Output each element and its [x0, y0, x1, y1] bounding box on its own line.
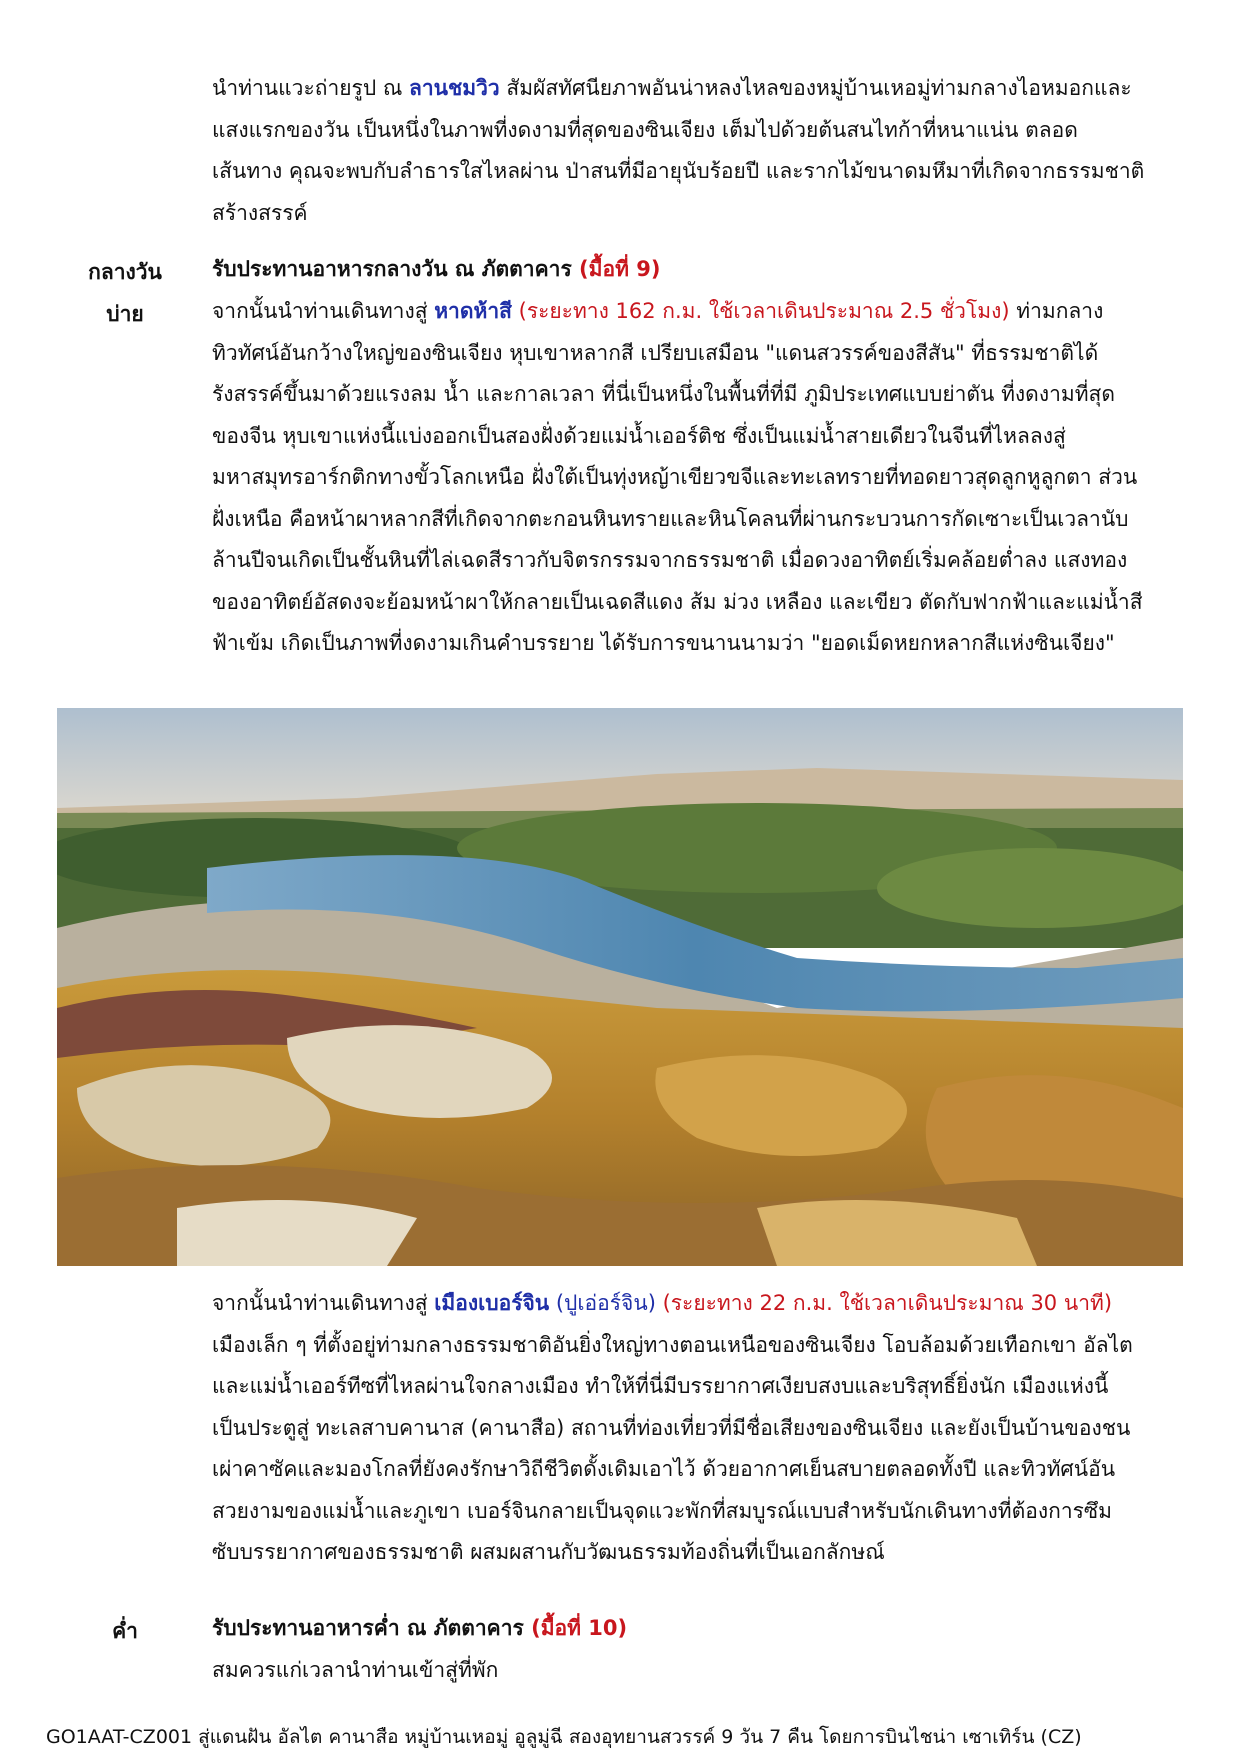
- burqin-line-1: [212, 1283, 1172, 1325]
- burqin-line: และแม่น้ำเออร์ทีซที่ไหลผ่านใจกลางเมือง ทำให้ที่นี่มีบรรยากาศเงียบสงบและบริสุทธิ์ยิ่งนัก เมืองแห่งนี้: [212, 1374, 1109, 1398]
- lunch-label: กลางวัน: [88, 260, 162, 284]
- dinner-label: ค่ำ: [112, 1619, 138, 1643]
- intro-line-1-rest: สัมผัสทัศนียภาพอันน่าหลงไหลของหมู่บ้านเหอมู่ท่ามกลางไอหมอกและ: [499, 76, 1132, 100]
- burqin-line: เมืองเล็ก ๆ ที่ตั้งอยู่ท่ามกลางธรรมชาติอันยิ่งใหญ่ทางตอนเหนือของซินเจียง โอบล้อมด้วยเทือกเขา อัลไต: [212, 1332, 1133, 1357]
- afternoon-line: ของอาทิตย์อัสดงจะย้อมหน้าผาให้กลายเป็นเฉดสีแดง ส้ม ม่วง เหลือง และเขียว ตัดกับฟากฟ้าและแม่น้ำสี: [212, 589, 1143, 614]
- afternoon-line: ของจีน หุบเขาแห่งนี้แบ่งออกเป็นสองฝั่งด้วยแม่น้ำเออร์ติช ซึ่งเป็นแม่น้ำสายเดียวในจีนที่ไหลลงสู่: [212, 423, 1066, 448]
- burqin-line: ซับบรรยากาศของธรรมชาติ ผสมผสานกับวัฒนธรรมท้องถิ่นที่เป็นเอกลักษณ์: [212, 1540, 885, 1564]
- page-footer: GO1AAT-CZ001 สู่แดนฝัน อัลไต คานาสือ หมู่บ้านเหอมู่ อูลูมู่ฉี สองอุทยานสวรรค์ 9 วัน 7 คืน โดยการบินไชน่า เซาเทิร์น (CZ): [46, 1726, 1082, 1748]
- intro-paragraph: [212, 68, 1172, 234]
- lunch-meal-number: (มื้อที่ 9): [579, 257, 661, 281]
- intro-line-2: แสงแรกของวัน เป็นหนึ่งในภาพที่งดงามที่สุดของซินเจียง เต็มไปด้วยต้นสนไทก้าที่หนาแน่น ตลอด: [212, 117, 1078, 142]
- intro-line-1: [212, 68, 1172, 110]
- burqin-line: สวยงามของแม่น้ำและภูเขา เบอร์จินกลายเป็นจุดแวะพักที่สมบูรณ์แบบสำหรับนักเดินทางที่ต้องการซึม: [212, 1498, 1112, 1523]
- afternoon-label: บ่าย: [106, 302, 144, 326]
- afternoon-line: ทิวทัศน์อันกว้างใหญ่ของซินเจียง หุบเขาหลากสี เปรียบเสมือน "แดนสวรรค์ของสีสัน" ที่ธรรมชาติได้: [212, 340, 1099, 365]
- afternoon-prefix: จากนั้นนำท่านเดินทางสู่: [212, 299, 435, 323]
- afternoon-line: ฟ้าเข้ม เกิดเป็นภาพที่งดงามเกินคำบรรยาย ได้รับการขนานนามว่า "ยอดเม็ดหยกหลากสีแห่งซินเจียง": [212, 631, 1115, 655]
- burqin-paragraph: [212, 1283, 1172, 1574]
- burqin-line: เผ่าคาซัคและมองโกลที่ยังคงรักษาวิถีชีวิตดั้งเดิมเอาไว้ ด้วยอากาศเย็นสบายตลอดทั้งปี และทิวทัศน์อัน: [212, 1457, 1116, 1481]
- afternoon-line-1: [212, 291, 1172, 333]
- afternoon-line: มหาสมุทรอาร์กติกทางขั้วโลกเหนือ ฝั่งใต้เป็นทุ่งหญ้าเขียวขจีและทะเลทรายที่ทอดยาวสุดลูกหูลูกตา ส่วน: [212, 465, 1138, 489]
- burqin-line: เป็นประตูสู่ ทะเลสาบคานาส (คานาสือ) สถานที่ท่องเที่ยวที่มีชื่อเสียงของซินเจียง และยังเป็นบ้านของชน: [212, 1415, 1131, 1440]
- afternoon-line: รังสรรค์ขึ้นมาด้วยแรงลม น้ำ และกาลเวลา ที่นี่เป็นหนึ่งในพื้นที่ที่มี ภูมิประเทศแบบย่าตัน ที่งดงามที่สุด: [212, 382, 1116, 406]
- burqin-prefix: จากนั้นนำท่านเดินทางสู่: [212, 1291, 435, 1315]
- five-color-beach-photo: [57, 708, 1183, 1266]
- dinner-row: [212, 1608, 1172, 1691]
- dinner-text: รับประทานอาหารค่ำ ณ ภัตตาคาร: [212, 1616, 532, 1640]
- intro-line-4: สร้างสรรค์: [212, 200, 308, 225]
- afternoon-line: ฝั่งเหนือ คือหน้าผาหลากสีที่เกิดจากตะกอนหินทรายและหินโคลนที่ผ่านกระบวนการกัดเซาะเป็นเวลานับ: [212, 506, 1129, 531]
- burqin-distance: (ระยะทาง 22 ก.ม. ใช้เวลาเดินประมาณ 30 นาที): [655, 1291, 1113, 1315]
- afternoon-line-1-rest: ท่ามกลาง: [1009, 299, 1104, 323]
- burqin-town-name: เมืองเบอร์จิน: [434, 1291, 550, 1315]
- afternoon-paragraph: [212, 291, 1172, 665]
- five-color-beach-name: หาดห้าสี: [434, 299, 512, 323]
- afternoon-line: ล้านปีจนเกิดเป็นชั้นหินที่ไล่เฉดสีราวกับจิตรกรรมจากธรรมชาติ เมื่อดวงอาทิตย์เริ่มคล้อยต่ำลง แสงทอง: [212, 548, 1128, 572]
- intro-line-3: เส้นทาง คุณจะพบกับลำธารใสไหลผ่าน ป่าสนที่มีอายุนับร้อยปี และรากไม้ขนาดมหึมาที่เกิดจากธรรมชาติ: [212, 159, 1145, 183]
- viewpoint-name: ลานชมวิว: [409, 76, 500, 100]
- lunch-text: รับประทานอาหารกลางวัน ณ ภัตตาคาร: [212, 257, 580, 281]
- afternoon-distance: (ระยะทาง 162 ก.ม. ใช้เวลาเดินประมาณ 2.5 ชั่วโมง): [511, 299, 1010, 323]
- dinner-meal-number: (มื้อที่ 10): [531, 1616, 628, 1640]
- lunch-row: [212, 249, 1172, 291]
- hotel-note: สมควรแก่เวลานำท่านเข้าสู่ที่พัก: [212, 1657, 499, 1682]
- burqin-alt-name: (ปูเอ่อร์จิน): [549, 1291, 656, 1315]
- intro-prefix: นำท่านแวะถ่ายรูป ณ: [212, 76, 409, 100]
- landscape-illustration: [57, 708, 1183, 1266]
